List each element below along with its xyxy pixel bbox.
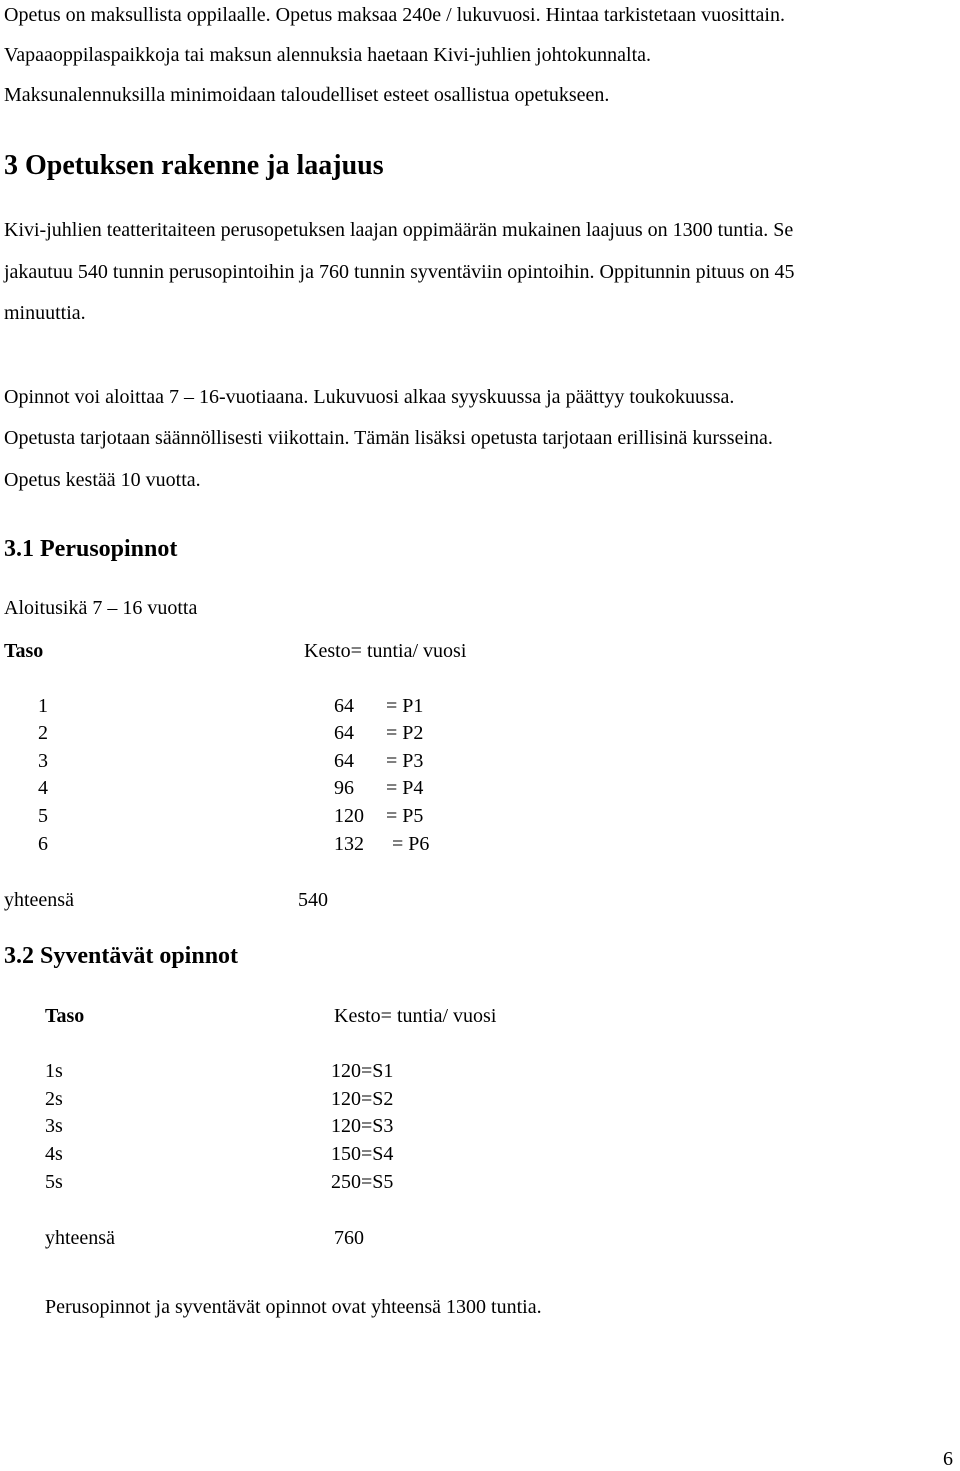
advanced-row-value: 250=S5 bbox=[331, 1171, 394, 1193]
section-3-para1-line-3: minuuttia. bbox=[4, 302, 86, 324]
advanced-total-label: yhteensä bbox=[45, 1227, 115, 1249]
basic-row-hours: 120 bbox=[334, 805, 364, 827]
basic-row-level: 3 bbox=[38, 750, 48, 772]
page-number: 6 bbox=[943, 1448, 953, 1470]
section-3-para2-line-3: Opetus kestää 10 vuotta. bbox=[4, 469, 201, 491]
basic-col-duration-header: Kesto= tuntia/ vuosi bbox=[304, 640, 467, 662]
basic-row-hours: 64 bbox=[334, 695, 354, 717]
basic-row-code: = P6 bbox=[392, 833, 430, 855]
advanced-col-level-header: Taso bbox=[45, 1005, 85, 1027]
section-32-heading: 3.2 Syventävät opinnot bbox=[4, 943, 239, 969]
advanced-row-level: 1s bbox=[45, 1060, 63, 1082]
intro-line-3: Maksunalennuksilla minimoidaan taloudelliset esteet osallistua opetukseen. bbox=[4, 84, 610, 106]
advanced-row-level: 2s bbox=[45, 1088, 63, 1110]
advanced-row-value: 120=S1 bbox=[331, 1060, 394, 1082]
advanced-row-value: 120=S2 bbox=[331, 1088, 394, 1110]
intro-line-1: Opetus on maksullista oppilaalle. Opetus maksaa 240e / lukuvuosi. Hintaa tarkistetaan vuosittain. bbox=[4, 4, 785, 26]
advanced-total-value: 760 bbox=[334, 1227, 364, 1249]
section-3-heading: 3 Opetuksen rakenne ja laajuus bbox=[4, 150, 384, 181]
basic-col-level-header: Taso bbox=[4, 640, 44, 662]
section-31-heading: 3.1 Perusopinnot bbox=[4, 536, 178, 562]
basic-total-value: 540 bbox=[298, 889, 328, 911]
intro-line-2: Vapaaoppilaspaikkoja tai maksun alennuksia haetaan Kivi-juhlien johtokunnalta. bbox=[4, 44, 652, 66]
advanced-row-level: 3s bbox=[45, 1115, 63, 1137]
basic-row-hours: 64 bbox=[334, 750, 354, 772]
advanced-row-level: 4s bbox=[45, 1143, 63, 1165]
basic-row-level: 1 bbox=[38, 695, 48, 717]
basic-row-code: = P5 bbox=[386, 805, 424, 827]
advanced-row-value: 150=S4 bbox=[331, 1143, 394, 1165]
summary-text: Perusopinnot ja syventävät opinnot ovat yhteensä 1300 tuntia. bbox=[45, 1296, 542, 1318]
basic-row-level: 6 bbox=[38, 833, 48, 855]
advanced-col-duration-header: Kesto= tuntia/ vuosi bbox=[334, 1005, 497, 1027]
basic-row-level: 5 bbox=[38, 805, 48, 827]
section-3-para1-line-1: Kivi-juhlien teatteritaiteen perusopetuksen laajan oppimäärän mukainen laajuus on 1300 tuntia. Se bbox=[4, 219, 794, 241]
basic-row-level: 2 bbox=[38, 722, 48, 744]
section-3-para2-line-1: Opinnot voi aloittaa 7 – 16-vuotiaana. Lukuvuosi alkaa syyskuussa ja päättyy toukokuussa. bbox=[4, 386, 735, 408]
basic-row-hours: 132 bbox=[334, 833, 364, 855]
start-age-text: Aloitusikä 7 – 16 vuotta bbox=[4, 597, 198, 619]
basic-row-code: = P3 bbox=[386, 750, 424, 772]
basic-total-label: yhteensä bbox=[4, 889, 74, 911]
basic-row-code: = P4 bbox=[386, 777, 424, 799]
basic-row-hours: 96 bbox=[334, 777, 354, 799]
section-3-para1-line-2: jakautuu 540 tunnin perusopintoihin ja 760 tunnin syventäviin opintoihin. Oppitunnin pituus on 45 bbox=[4, 261, 795, 283]
basic-row-code: = P1 bbox=[386, 695, 424, 717]
basic-row-hours: 64 bbox=[334, 722, 354, 744]
advanced-row-value: 120=S3 bbox=[331, 1115, 394, 1137]
basic-row-code: = P2 bbox=[386, 722, 424, 744]
advanced-row-level: 5s bbox=[45, 1171, 63, 1193]
section-3-para2-line-2: Opetusta tarjotaan säännöllisesti viikottain. Tämän lisäksi opetusta tarjotaan erillisinä kursseina. bbox=[4, 427, 773, 449]
basic-row-level: 4 bbox=[38, 777, 48, 799]
